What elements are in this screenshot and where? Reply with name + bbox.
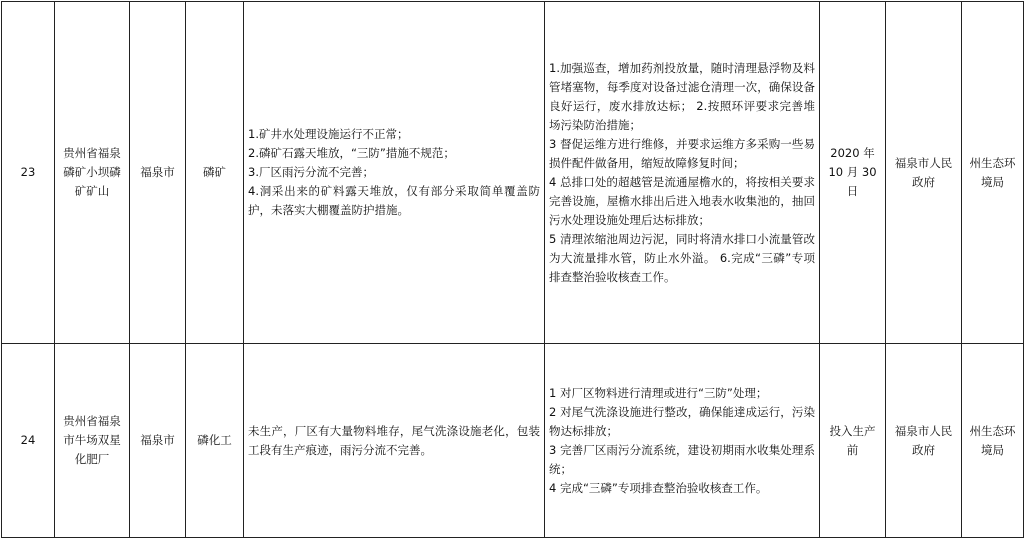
enterprise-name: 贵州省福泉磷矿小坝磷矿矿山: [55, 2, 130, 344]
row-number: 24: [2, 344, 55, 538]
problem-list: [244, 344, 545, 538]
measure-list: [545, 2, 820, 344]
measure-item: 3 完善厂区雨污分流系统，建设初期雨水收集处理系统；: [549, 442, 815, 476]
supervising-unit: 州生态环境局: [962, 2, 1024, 344]
industry-type: 磷矿: [186, 2, 244, 344]
measure-item: 4 总排口处的超越管是流通屋檐水的，将按相关要求完善设施，屋檐水排出后进入地表水收集池的，抽回污水处理设施处理后达标排放；: [549, 174, 815, 227]
city-name: 福泉市: [130, 344, 186, 538]
measure-item: 2 对尾气洗涤设施进行整改，确保能達成运行，污染物达标排放；: [549, 404, 815, 438]
enterprise-name: 贵州省福泉市牛场双星化肥厂: [55, 344, 130, 538]
deadline: 投入生产前: [820, 344, 886, 538]
supervising-unit: 州生态环境局: [962, 344, 1024, 538]
problem-item: 1.矿井水处理设施运行不正常；: [248, 127, 409, 141]
problem-item: 4.洞采出来的矿料露天堆放，仅有部分采取简单覆盖防护，未落实大棚覆盖防护措施。: [248, 184, 540, 217]
problem-item: 2.磷矿石露天堆放，“三防”措施不规范；: [248, 146, 455, 160]
measure-list: [545, 344, 820, 538]
measure-item: 5 清理浓缩池周边污泥，同时将清水排口小流量管改为大流量排水管，防止水外溢。 6.完成“三磷”专项排查整治验收核查工作。: [549, 231, 815, 284]
rectification-table: [1, 1, 1024, 538]
measure-item: 3 督促运维方进行维修，并要求运维方多采购一些易损件配件做备用，缩短故障修复时间；: [549, 136, 815, 170]
problem-item: 3.厂区雨污分流不完善；: [248, 165, 374, 179]
row-number: 23: [2, 2, 55, 344]
industry-type: 磷化工: [186, 344, 244, 538]
responsible-unit: 福泉市人民政府: [886, 344, 962, 538]
table-row: [2, 344, 1024, 538]
deadline: 2020 年 10 月 30 日: [820, 2, 886, 344]
city-name: 福泉市: [130, 2, 186, 344]
measure-item: 1 对厂区物料进行清理或进行“三防”处理；: [549, 385, 768, 400]
problem-item: 未生产，厂区有大量物料堆存，尾气洗涤设施老化，包装工段有生产痕迹，雨污分流不完善。: [248, 423, 540, 457]
problem-list: [244, 2, 545, 344]
responsible-unit: 福泉市人民政府: [886, 2, 962, 344]
measure-item: 4 完成“三磷”专项排查整治验收核查工作。: [549, 480, 768, 495]
table-row: [2, 2, 1024, 344]
measure-item: 1.加强巡查，增加药剂投放量，随时清理悬浮物及料管堵塞物，每季度对设备过滤仓清理一次，确保设备良好运行，废水排放达标； 2.按照环评要求完善堆场污染防治措施；: [549, 60, 815, 132]
